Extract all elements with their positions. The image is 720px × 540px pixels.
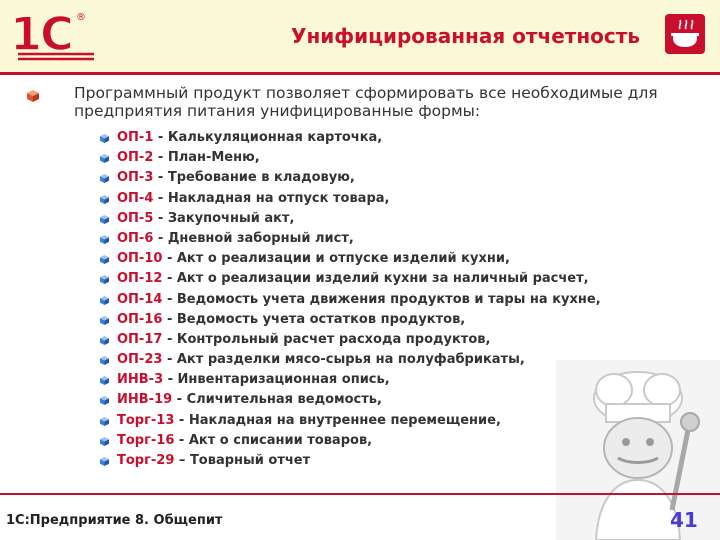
cube-bullet-icon	[100, 437, 109, 446]
form-description: - Ведомость учета остатков продуктов,	[162, 311, 466, 327]
form-code: ОП-10	[117, 251, 163, 267]
form-description: - Сличительная ведомость,	[172, 392, 382, 408]
list-item	[100, 209, 601, 229]
form-code: ОП-23	[117, 352, 163, 368]
cube-bullet-icon	[100, 376, 109, 385]
list-item	[100, 330, 601, 350]
form-code: ОП-14	[117, 291, 163, 307]
cube-bullet-icon	[100, 255, 109, 264]
footer-product-name: 1С:Предприятие 8. Общепит	[6, 513, 223, 528]
page-title: Унифицированная отчетность	[291, 24, 640, 48]
form-code: Торг-29	[117, 453, 175, 468]
list-item	[100, 148, 601, 168]
svg-text:®: ®	[76, 12, 86, 23]
form-description: - Контрольный расчет расхода продуктов,	[162, 331, 491, 347]
list-item	[100, 269, 601, 289]
form-description: - План-Меню,	[153, 150, 260, 166]
form-description: – Товарный отчет	[174, 453, 311, 468]
form-code: ОП-16	[117, 311, 163, 327]
form-description: - Акт о реализации изделий кухни за наличный расчет,	[162, 271, 589, 287]
list-item	[100, 370, 601, 390]
list-item	[100, 411, 601, 431]
form-code: Торг-16	[117, 432, 175, 448]
footer-divider	[0, 493, 720, 495]
list-item	[100, 290, 601, 310]
cube-bullet-icon	[100, 275, 109, 284]
list-item	[100, 451, 601, 471]
list-item	[100, 189, 601, 209]
form-description: - Закупочный акт,	[153, 210, 295, 226]
form-code: ОП-1	[117, 130, 154, 145]
form-code: ОП-2	[117, 150, 154, 166]
cube-bullet-icon	[100, 296, 109, 305]
form-code: ОП-3	[117, 170, 154, 186]
form-description: - Акт о реализации и отпуске изделий кухни,	[162, 251, 510, 267]
cube-bullet-icon	[27, 90, 39, 102]
page-number: 41	[670, 508, 698, 532]
form-code: Торг-13	[117, 412, 175, 428]
form-code: ОП-17	[117, 331, 163, 347]
cube-bullet-icon	[100, 215, 109, 224]
form-description: - Ведомость учета движения продуктов и тары на кухне,	[162, 291, 601, 307]
list-item	[100, 350, 601, 370]
list-item	[100, 168, 601, 188]
cube-bullet-icon	[100, 457, 109, 466]
kitchen-pot-icon	[665, 14, 705, 54]
cube-bullet-icon	[100, 134, 109, 143]
cube-bullet-icon	[100, 316, 109, 325]
form-code: ОП-5	[117, 210, 154, 226]
logo-1c	[8, 6, 118, 62]
form-code: ОП-6	[117, 230, 154, 246]
cube-bullet-icon	[100, 336, 109, 345]
cube-bullet-icon	[100, 417, 109, 426]
header-divider	[0, 72, 720, 75]
form-description: - Акт разделки мясо-сырья на полуфабрикаты,	[162, 352, 525, 368]
cube-bullet-icon	[100, 154, 109, 163]
intro-text: Программный продукт позволяет сформировать все необходимые для предприятия питания унифицированные формы:	[74, 84, 658, 120]
list-item	[100, 229, 601, 249]
cube-bullet-icon	[100, 195, 109, 204]
form-description: - Дневной заборный лист,	[153, 230, 354, 246]
form-description: - Накладная на внутреннее перемещение,	[174, 412, 501, 428]
svg-text:1С: 1С	[10, 7, 72, 61]
form-description: - Акт о списании товаров,	[174, 432, 373, 448]
cube-bullet-icon	[100, 396, 109, 405]
list-item	[100, 390, 601, 410]
list-item	[100, 310, 601, 330]
forms-list	[100, 128, 601, 471]
form-description: - Калькуляционная карточка,	[153, 130, 383, 145]
list-item	[100, 249, 601, 269]
cube-bullet-icon	[100, 174, 109, 183]
form-description: - Требование в кладовую,	[153, 170, 355, 186]
form-description: - Инвентаризационная опись,	[163, 372, 390, 388]
list-item	[100, 431, 601, 451]
form-code: ОП-12	[117, 271, 163, 287]
form-code: ИНВ-19	[117, 392, 173, 408]
form-code: ОП-4	[117, 190, 154, 206]
form-code: ИНВ-3	[117, 372, 164, 388]
list-item	[100, 128, 601, 148]
cube-bullet-icon	[100, 235, 109, 244]
form-description: - Накладная на отпуск товара,	[153, 190, 390, 206]
cube-bullet-icon	[100, 356, 109, 365]
